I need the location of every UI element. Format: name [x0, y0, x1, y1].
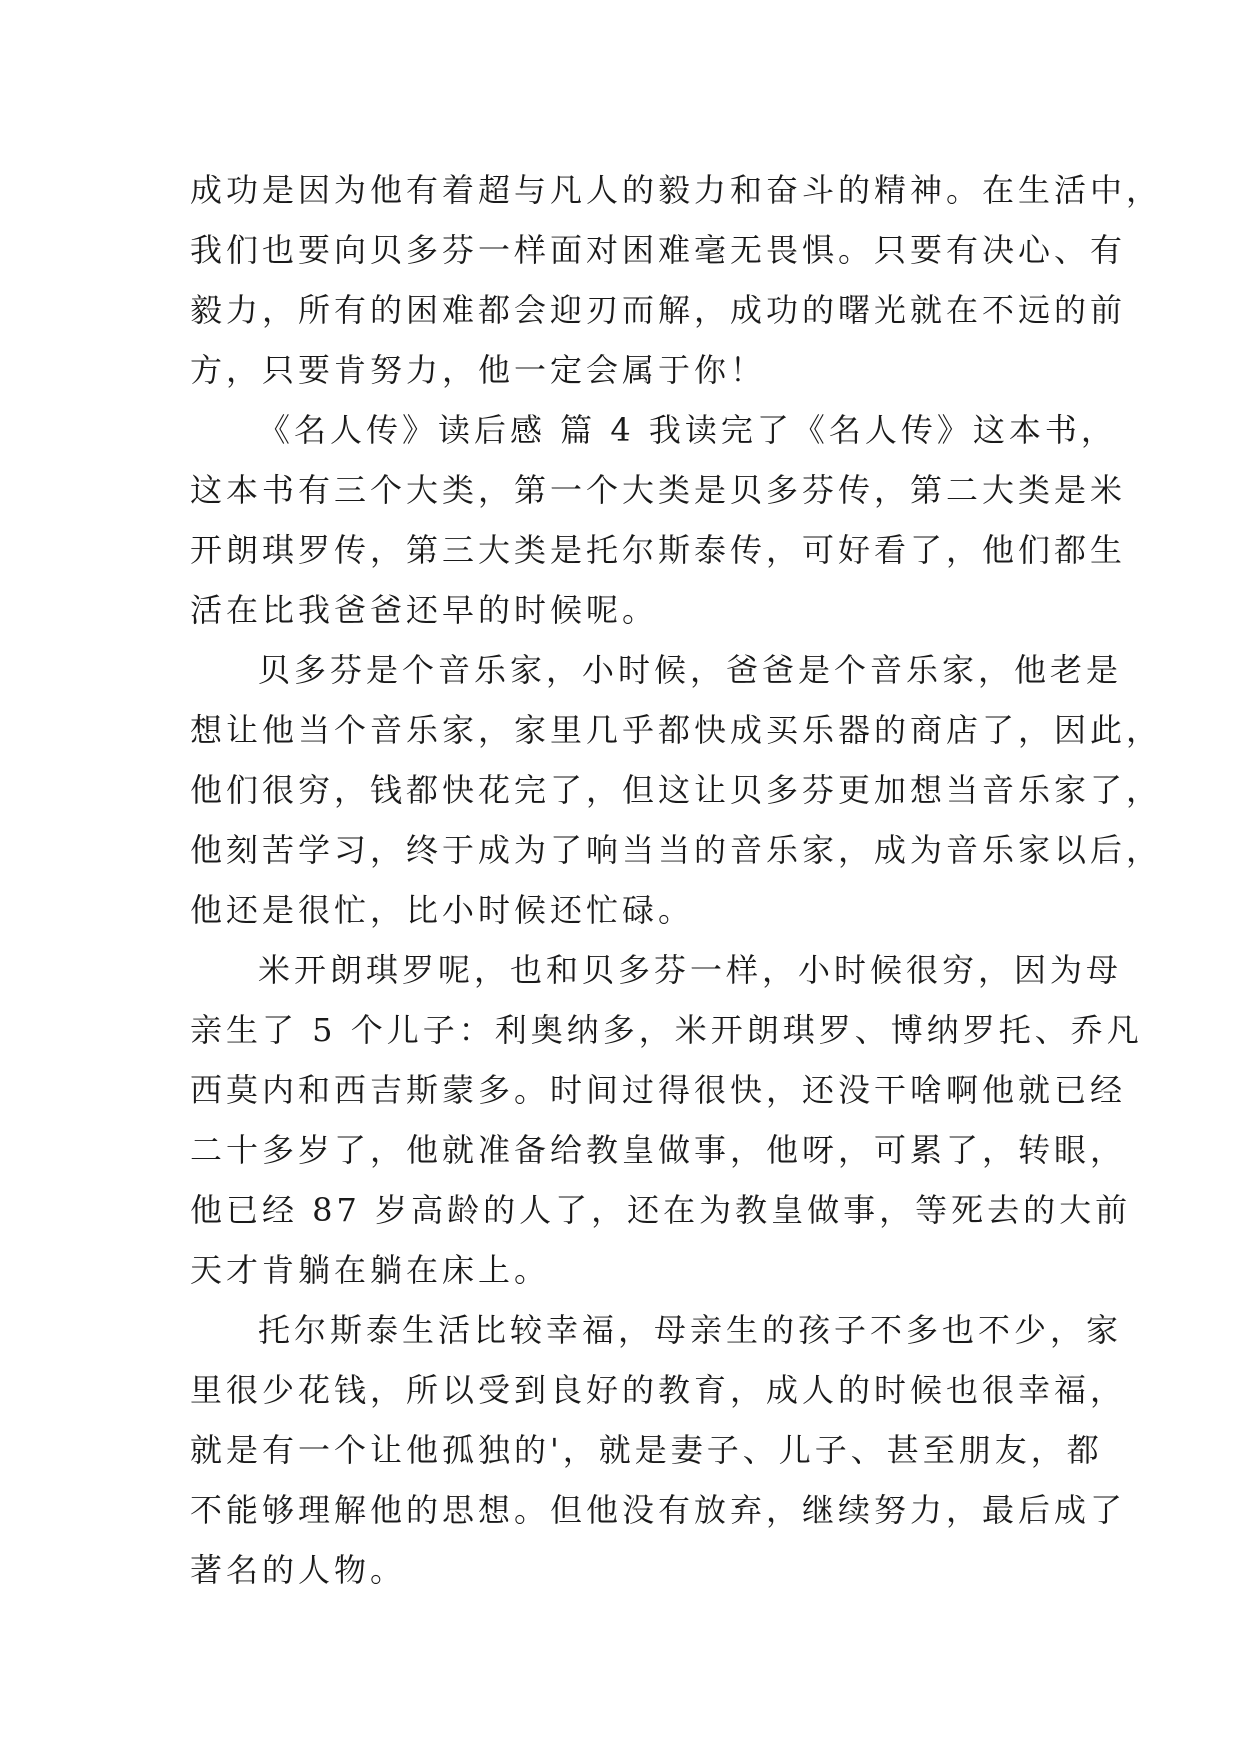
text-line: 他已经 87 岁高龄的人了，还在为教皇做事，等死去的大前 [190, 1191, 1132, 1229]
paragraph-5 [190, 1300, 1127, 1600]
text-line: 里很少花钱，所以受到良好的教育，成人的时候也很幸福， [190, 1371, 1127, 1409]
text-line: 西莫内和西吉斯蒙多。时间过得很快，还没干啥啊他就已经 [190, 1071, 1127, 1109]
text-line: 想让他当个音乐家，家里几乎都快成买乐器的商店了，因此， [190, 711, 1163, 749]
paragraph-3 [190, 640, 1163, 940]
text-line: 著名的人物。 [190, 1551, 407, 1589]
text-line: 二十多岁了，他就准备给教皇做事，他呀，可累了，转眼， [190, 1131, 1127, 1169]
text-line: 开朗琪罗传，第三大类是托尔斯泰传，可好看了，他们都生 [190, 531, 1127, 569]
text-line: 毅力，所有的困难都会迎刃而解，成功的曙光就在不远的前 [190, 291, 1127, 329]
paragraph-4 [190, 940, 1143, 1300]
paragraph-1 [190, 160, 1163, 400]
text-line: 他刻苦学习，终于成为了响当当的音乐家，成为音乐家以后， [190, 831, 1163, 869]
section-heading-line: 《名人传》读后感 篇 4 我读完了《名人传》这本书， [258, 411, 1117, 449]
text-line: 我们也要向贝多芬一样面对困难毫无畏惧。只要有决心、有 [190, 231, 1127, 269]
text-line: 贝多芬是个音乐家，小时候，爸爸是个音乐家，他老是 [258, 651, 1123, 689]
text-line: 亲生了 5 个儿子：利奥纳多，米开朗琪罗、博纳罗托、乔凡 [190, 1011, 1143, 1049]
text-line: 这本书有三个大类，第一个大类是贝多芬传，第二大类是米 [190, 471, 1127, 509]
text-line: 活在比我爸爸还早的时候呢。 [190, 591, 659, 629]
document-body [190, 160, 1163, 1600]
paragraph-2 [190, 400, 1127, 640]
text-line: 方，只要肯努力，他一定会属于你！ [190, 351, 767, 389]
text-line: 托尔斯泰生活比较幸福，母亲生的孩子不多也不少，家 [258, 1311, 1123, 1349]
text-line: 就是有一个让他孤独的'，就是妻子、儿子、甚至朋友，都 [190, 1431, 1103, 1469]
text-line: 米开朗琪罗呢，也和贝多芬一样，小时候很穷，因为母 [258, 951, 1123, 989]
text-line: 他们很穷，钱都快花完了，但这让贝多芬更加想当音乐家了， [190, 771, 1163, 809]
text-line: 天才肯躺在躺在床上。 [190, 1251, 551, 1289]
text-line: 成功是因为他有着超与凡人的毅力和奋斗的精神。在生活中， [190, 171, 1163, 209]
text-line: 不能够理解他的思想。但他没有放弃，继续努力，最后成了 [190, 1491, 1127, 1529]
text-line: 他还是很忙，比小时候还忙碌。 [190, 891, 695, 929]
